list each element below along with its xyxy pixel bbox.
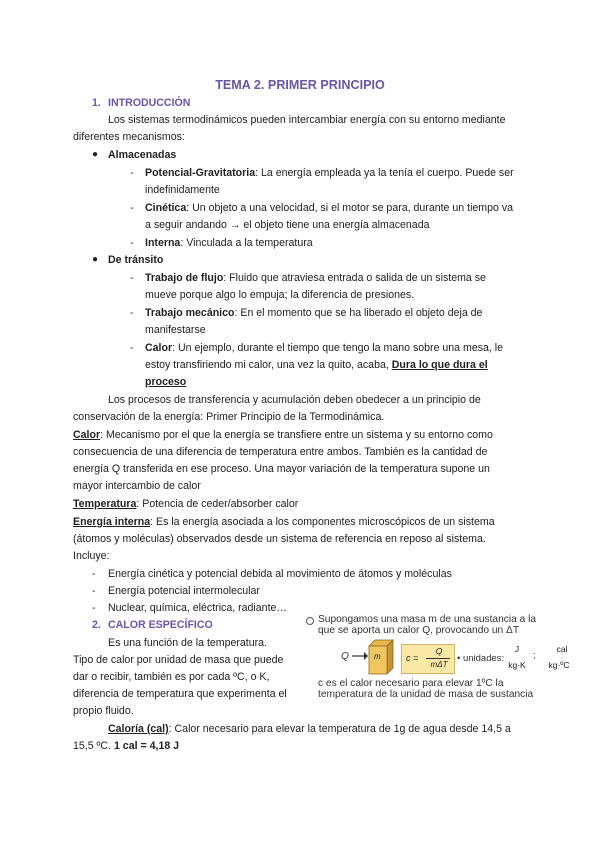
- calor-item: [145, 341, 503, 355]
- figure-m-label: m: [374, 652, 381, 661]
- unit-j: J: [514, 644, 520, 654]
- trabajo-mecanico-text: : En el momento que se ha liberado el objeto deja de: [234, 307, 483, 319]
- energia-interna-term: Energía interna: [73, 516, 151, 528]
- calor-definition-text: : Mecanismo por el que la energía se transfiere entre un sistema y su entorno como: [100, 429, 493, 441]
- calor-definition-line-3: energía Q transferida en ese proceso. Una mayor variación de la temperatura supone un: [73, 463, 490, 475]
- trabajo-flujo-term: Trabajo de flujo: [145, 272, 224, 284]
- unit-separator: ;: [533, 650, 536, 660]
- formula-numerator: Q: [435, 646, 443, 656]
- section-1-number: 1.: [92, 97, 101, 109]
- dash-icon: -: [130, 272, 134, 284]
- unit-kg-c: kg·ºC: [548, 660, 570, 670]
- section-2-number: 2.: [92, 619, 101, 631]
- trabajo-mecanico-term: Trabajo mecánico: [145, 307, 235, 319]
- incluye-item-3: Nuclear, química, eléctrica, radiante…: [108, 602, 287, 614]
- trabajo-mecanico-item: [145, 306, 482, 320]
- calor-definition-line-2: consecuencia de una diferencia de temperatura entre ambos. También es la cantidad de: [73, 446, 488, 458]
- dash-icon: -: [130, 167, 134, 179]
- trabajo-flujo-line-2: mueve porque algo lo empuja; la diferencia de presiones.: [145, 289, 415, 301]
- caloria-definition-text: : Calor necesario para elevar la temperatura de 1g de agua desde 14,5 a: [168, 723, 511, 735]
- formula-box: [401, 644, 455, 674]
- trabajo-flujo-item: [145, 271, 486, 285]
- energia-interna-line-2: (átomos y moléculas) observados desde un sistema de referencia en reposo al sistema.: [73, 533, 486, 545]
- calor-especifico-line-3: dar o recibir, también es por cada ºC, o K,: [73, 671, 270, 683]
- caloria-equivalence: 1 cal = 4,18 J: [113, 740, 180, 752]
- incluye-item-2: Energía potencial intermolecular: [108, 585, 260, 597]
- dash-icon: -: [130, 202, 134, 214]
- calor-term: Calor: [73, 429, 101, 441]
- figure-line-1: Supongamos una masa m de una sustancia a la: [318, 614, 537, 625]
- potencial-gravitatoria-text: : La energía empleada ya la tenía el cuerpo. Puede ser: [255, 167, 514, 179]
- cinetica-term: Cinética: [145, 202, 187, 214]
- figure-line-3: c es el calor necesario para elevar 1ºC la: [318, 678, 504, 689]
- intro-line-1: Los sistemas termodinámicos pueden intercambiar energía con su entorno mediante: [108, 114, 506, 126]
- intro-line-2: diferentes mecanismos:: [73, 131, 185, 143]
- procesos-line-2: conservación de la energía: Primer Principio de la Termodinámica.: [73, 411, 385, 423]
- potencial-gravitatoria-term: Potencial-Gravitatoria: [145, 167, 256, 179]
- calor-especifico-line-5: propio fluido.: [73, 705, 134, 717]
- mass-block-icon: [367, 638, 395, 676]
- dash-icon: -: [130, 237, 134, 249]
- figure-q-label: Q: [341, 651, 349, 662]
- circle-bullet-icon: [305, 616, 315, 626]
- potencial-gravitatoria-line-2: indefinidamente: [145, 184, 220, 196]
- temperatura-term: Temperatura: [73, 498, 137, 510]
- specific-heat-figure: [305, 614, 570, 704]
- formula-denominator: mΔT: [430, 660, 448, 669]
- calor-especifico-line-2: Tipo de calor por unidad de masa que puede: [73, 654, 284, 666]
- calor-definition: [73, 428, 493, 442]
- transito-heading: De tránsito: [108, 254, 164, 266]
- units-label: • unidades:: [457, 653, 505, 664]
- interna-term: Interna: [145, 237, 181, 249]
- procesos-line-1: Los procesos de transferencia y acumulación deben obedecer a un principio de: [108, 394, 481, 406]
- section-1-heading: INTRODUCCIÓN: [108, 97, 191, 109]
- incluye-item-1: Energía cinética y potencial debida al movimiento de átomos y moléculas: [108, 568, 452, 580]
- calor-item-emphasis: Dura lo que dura el: [391, 359, 488, 371]
- calor-item-line-3: proceso: [145, 376, 187, 388]
- bullet-icon: ●: [92, 149, 99, 160]
- calor-item-line-2-text: estoy transfiriendo mi calor, una vez la quito, acaba,: [145, 359, 392, 371]
- trabajo-flujo-text: : Fluido que atraviesa entrada o salida de un sistema se: [223, 272, 486, 284]
- calor-especifico-line-4: diferencia de temperatura que experimenta el: [73, 688, 287, 700]
- trabajo-mecanico-line-2: manifestarse: [145, 324, 206, 336]
- unit-cal: cal: [556, 644, 568, 654]
- dash-icon: -: [130, 307, 134, 319]
- dash-icon: -: [92, 585, 96, 597]
- page-title: TEMA 2. PRIMER PRINCIPIO: [215, 78, 385, 92]
- calor-item-term: Calor: [145, 342, 173, 354]
- interna-item: [145, 236, 313, 250]
- calor-definition-line-4: mayor intercambio de calor: [73, 480, 201, 492]
- caloria-line-2-text: 15,5 ºC.: [73, 740, 114, 752]
- bullet-icon: ●: [92, 254, 99, 265]
- interna-text: : Vinculada a la temperatura: [180, 237, 313, 249]
- potencial-gravitatoria-item: [145, 166, 514, 180]
- energia-interna-line-3: Incluye:: [73, 550, 110, 562]
- caloria-term: Caloría (cal): [108, 723, 169, 735]
- figure-line-4: temperatura de la unidad de masa de sustancia: [318, 689, 534, 700]
- unit-kg-k: kg·K: [508, 660, 526, 670]
- dash-icon: -: [92, 602, 96, 614]
- dash-icon: -: [92, 568, 96, 580]
- cinetica-text: : Un objeto a una velocidad, si el motor se para, durante un tiempo va: [186, 202, 514, 214]
- calor-item-line-2: [145, 358, 488, 372]
- caloria-definition: [108, 722, 511, 736]
- calor-item-text: : Un ejemplo, durante el tiempo que tengo la mano sobre una mesa, le: [172, 342, 504, 354]
- almacenadas-heading: Almacenadas: [108, 149, 177, 161]
- formula-lhs: c =: [406, 653, 419, 663]
- calor-especifico-line-1: Es una función de la temperatura.: [108, 637, 268, 649]
- cinetica-item: [145, 201, 513, 215]
- energia-interna-text: : Es la energía asociada a los componentes microscópicos de un sistema: [150, 516, 495, 528]
- fraction-bar: [426, 658, 450, 659]
- figure-line-2: que se aporta un calor Q, provocando un ΔT: [318, 625, 520, 636]
- energia-interna-definition: [73, 515, 495, 529]
- cinetica-line-2: a seguir andando → el objeto tiene una energía almacenada: [145, 219, 430, 231]
- temperatura-definition: [73, 497, 298, 511]
- caloria-line-2: [73, 739, 179, 753]
- dash-icon: -: [130, 342, 134, 354]
- section-2-heading: CALOR ESPECÍFICO: [108, 619, 213, 631]
- temperatura-definition-text: : Potencia de ceder/absorber calor: [136, 498, 299, 510]
